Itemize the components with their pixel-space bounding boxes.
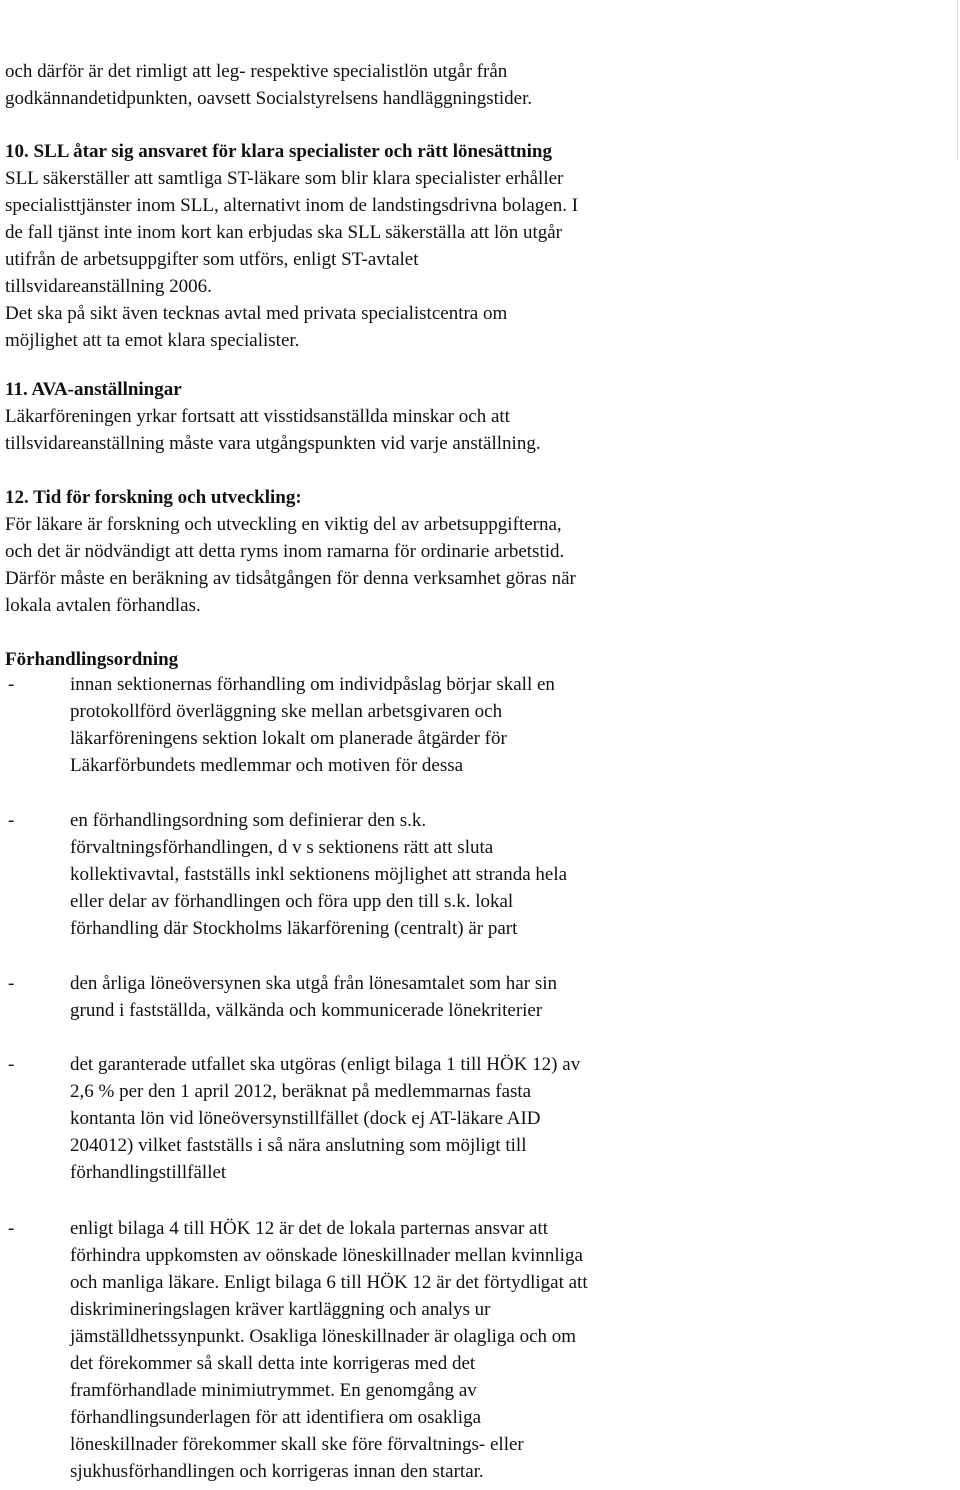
dash-marker: - bbox=[8, 1218, 15, 1239]
page-edge-line bbox=[957, 0, 958, 160]
text-line: det garanterade utfallet ska utgöras (enligt bilaga 1 till HÖK 12) av bbox=[70, 1054, 581, 1075]
text-line: tillsvidareanställning måste vara utgångspunkten vid varje anställning. bbox=[5, 433, 541, 454]
text-line: kollektivavtal, fastställs inkl sektionens möjlighet att stranda hela bbox=[70, 864, 568, 885]
text-line: en förhandlingsordning som definierar den s.k. bbox=[70, 810, 427, 831]
text-line: godkännandetidpunkten, oavsett Socialstyrelsens handläggningstider. bbox=[5, 88, 533, 109]
text-line: möjlighet att ta emot klara specialister. bbox=[5, 330, 300, 351]
text-line: Det ska på sikt även tecknas avtal med privata specialistcentra om bbox=[5, 303, 508, 324]
text-line: För läkare är forskning och utveckling en viktig del av arbetsuppgifterna, bbox=[5, 514, 562, 535]
section-heading: 11. AVA-anställningar bbox=[5, 379, 182, 400]
text-line: läkarföreningens sektion lokalt om planerade åtgärder för bbox=[70, 728, 507, 749]
text-line: tillsvidareanställning 2006. bbox=[5, 276, 212, 297]
intro-paragraph bbox=[5, 58, 705, 112]
text-line: SLL säkerställer att samtliga ST-läkare som blir klara specialister erhåller bbox=[5, 168, 564, 189]
dash-marker: - bbox=[8, 810, 15, 831]
text-line: protokollförd överläggning ske mellan arbetsgivaren och bbox=[70, 701, 503, 722]
text-line: förhandlingsunderlagen för att identifiera om osakliga bbox=[70, 1407, 482, 1428]
section-12 bbox=[5, 484, 705, 619]
text-line: förhandlingstillfället bbox=[70, 1162, 227, 1183]
text-line: Läkarförbundets medlemmar och motiven för dessa bbox=[70, 755, 464, 776]
text-line: förhandling där Stockholms läkarförening (centralt) är part bbox=[70, 918, 518, 939]
text-line: innan sektionernas förhandling om individpåslag börjar skall en bbox=[70, 674, 555, 695]
text-line: och manliga läkare. Enligt bilaga 6 till HÖK 12 är det förtydligat att bbox=[70, 1272, 588, 1293]
text-line: 2,6 % per den 1 april 2012, beräknat på medlemmarnas fasta bbox=[70, 1081, 532, 1102]
negotiation-section bbox=[5, 646, 705, 673]
section-11 bbox=[5, 376, 705, 457]
text-line: lokala avtalen förhandlas. bbox=[5, 595, 201, 616]
text-line: de fall tjänst inte inom kort kan erbjudas ska SLL säkerställa att lön utgår bbox=[5, 222, 563, 243]
text-line: förhindra uppkomsten av oönskade löneskillnader mellan kvinnliga bbox=[70, 1245, 583, 1266]
section-heading: 10. SLL åtar sig ansvaret för klara specialister och rätt lönesättning bbox=[5, 141, 552, 162]
text-line: förvaltningsförhandlingen, d v s sektionens rätt att sluta bbox=[70, 837, 494, 858]
section-heading: Förhandlingsordning bbox=[5, 649, 179, 670]
text-line: 204012) vilket fastställs i så nära anslutning som möjligt till bbox=[70, 1135, 527, 1156]
text-line: och det är nödvändigt att detta ryms inom ramarna för ordinarie arbetstid. bbox=[5, 541, 565, 562]
text-line: eller delar av förhandlingen och föra upp den till s.k. lokal bbox=[70, 891, 514, 912]
text-line: och därför är det rimligt att leg- respektive specialistlön utgår från bbox=[5, 61, 508, 82]
text-line: utifrån de arbetsuppgifter som utförs, enligt ST-avtalet bbox=[5, 249, 419, 270]
text-line: sjukhusförhandlingen och korrigeras innan den startar. bbox=[70, 1461, 484, 1482]
text-line: Läkarföreningen yrkar fortsatt att visstidsanställda minskar och att bbox=[5, 406, 510, 427]
section-heading: 12. Tid för forskning och utveckling: bbox=[5, 487, 302, 508]
text-line: framförhandlade minimiutrymmet. En genomgång av bbox=[70, 1380, 477, 1401]
text-line: kontanta lön vid löneöversynstillfället (dock ej AT-läkare AID bbox=[70, 1108, 541, 1129]
text-line: jämställdhetssynpunkt. Osakliga löneskillnader är olagliga och om bbox=[70, 1326, 577, 1347]
dash-marker: - bbox=[8, 1054, 15, 1075]
text-line: Därför måste en beräkning av tidsåtgången för denna verksamhet göras när bbox=[5, 568, 576, 589]
text-line: diskrimineringslagen kräver kartläggning och analys ur bbox=[70, 1299, 491, 1320]
text-line: löneskillnader förekommer skall ske före förvaltnings- eller bbox=[70, 1434, 524, 1455]
text-line: specialisttjänster inom SLL, alternativt inom de landstingsdrivna bolagen. I bbox=[5, 195, 579, 216]
text-line: grund i fastställda, välkända och kommunicerade lönekriterier bbox=[70, 1000, 543, 1021]
text-line: det förekommer så skall detta inte korrigeras med det bbox=[70, 1353, 476, 1374]
text-line: den årliga löneöversynen ska utgå från lönesamtalet som har sin bbox=[70, 973, 557, 994]
dash-marker: - bbox=[8, 674, 15, 695]
text-line: enligt bilaga 4 till HÖK 12 är det de lokala parternas ansvar att bbox=[70, 1218, 549, 1239]
section-10 bbox=[5, 138, 705, 354]
dash-marker: - bbox=[8, 973, 15, 994]
